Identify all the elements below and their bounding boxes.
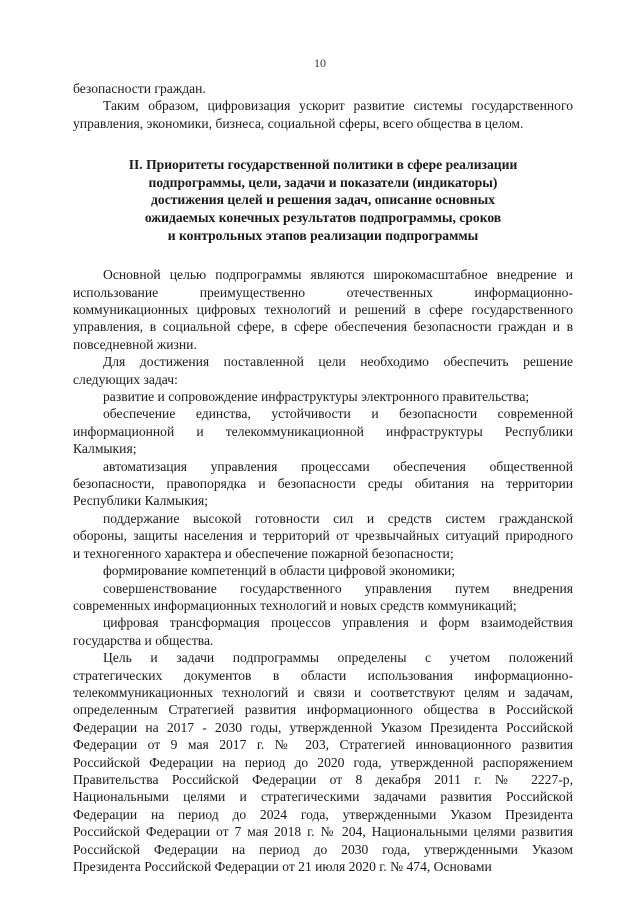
text-line: Федерации на 2017 - 2030 годы, утвержденной Указом Президента Российской xyxy=(73,719,573,735)
text-line: Российской Федерации от 7 мая 2018 г. № 204, Национальными целями развития xyxy=(73,824,573,840)
section-heading xyxy=(73,156,573,244)
paragraph xyxy=(73,458,573,510)
paragraph xyxy=(73,353,573,388)
text-line: Российской Федерации на период до 2020 года, утвержденной распоряжением xyxy=(73,754,573,770)
text-line: автоматизация управления процессами обеспечения общественной xyxy=(103,458,573,474)
text-line: обеспечение единства, устойчивости и безопасности современной xyxy=(103,406,573,422)
text-line: телекоммуникационных технологий и связи и соответствуют целям и задачам, xyxy=(73,684,573,700)
page-number: 10 xyxy=(314,56,326,70)
paragraph xyxy=(73,388,573,405)
heading-line: ожидаемых конечных результатов подпрограммы, сроков xyxy=(144,210,502,225)
text-line: Республики Калмыкия; xyxy=(73,493,209,509)
text-line: формирование компетенций в области цифровой экономики; xyxy=(103,563,456,579)
text-line: использование преимущественно отечественных информационно- xyxy=(73,284,573,300)
paragraph xyxy=(73,649,573,875)
document-body xyxy=(73,80,573,875)
text-line: управления, в социальной сфере, в сфере обеспечения безопасности граждан и в xyxy=(73,319,573,335)
text-line: Правительства Российской Федерации от 8 декабря 2011 г. № 2227-р, xyxy=(73,771,573,787)
text-line: развитие и сопровождение инфраструктуры электронного правительства; xyxy=(103,389,530,405)
text-line: Таким образом, цифровизация ускорит развитие системы государственного xyxy=(103,98,573,114)
paragraph xyxy=(73,266,573,353)
text-line: информационной и телекоммуникационной инфраструктуры Республики xyxy=(73,423,573,439)
text-line: повседневной жизни. xyxy=(73,336,197,352)
text-line: коммуникационных цифровых технологий и решений в сфере государственного xyxy=(73,302,573,317)
text-line: Федерации от 9 мая 2017 г. № 203, Стратегией инновационного развития xyxy=(73,737,573,753)
text-line: стратегических документов в области использования информационно- xyxy=(73,667,573,683)
text-line: Президента Российской Федерации от 21 июля 2020 г. № 474, Основами xyxy=(73,859,492,874)
text-line: управления, экономики, бизнеса, социальной сферы, всего общества в целом. xyxy=(73,115,524,131)
text-line: современных информационных технологий и новых средств коммуникаций; xyxy=(73,597,517,613)
text-line: обороны, защиты населения и территорий от чрезвычайных ситуаций природного xyxy=(73,528,573,544)
text-line: Федерации на период до 2024 года, утвержденными Указом Президента xyxy=(73,806,573,822)
paragraph xyxy=(73,614,573,649)
paragraph xyxy=(73,562,573,579)
paragraph xyxy=(73,580,573,615)
text-line: Для достижения поставленной цели необходимо обеспечить решение xyxy=(103,354,573,370)
paragraph-continuation xyxy=(73,80,573,97)
paragraph-conclusion xyxy=(73,97,573,132)
text-line: поддержание высокой готовности сил и средств систем гражданской xyxy=(103,510,573,526)
text-line: определенным Стратегией развития информационного общества в Российской xyxy=(73,702,573,718)
text-line: Цель и задачи подпрограммы определены с учетом положений xyxy=(103,650,573,666)
text-line: следующих задач: xyxy=(73,371,178,387)
text-line: Российской Федерации на период до 2030 года, утвержденными Указом xyxy=(73,841,573,857)
text-line: безопасности граждан. xyxy=(73,81,206,96)
heading-line: достижения целей и решения задач, описание основных xyxy=(151,192,495,208)
paragraph xyxy=(73,510,573,562)
text-line: государства и общества. xyxy=(73,632,214,648)
heading-line: и контрольных этапов реализации подпрограммы xyxy=(167,227,479,243)
text-line: Национальными целями и стратегическими задачами развития Российской xyxy=(73,789,573,805)
text-line: Калмыкия; xyxy=(73,441,137,457)
heading-line: подпрограммы, цели, задачи и показатели (индикаторы) xyxy=(148,174,498,190)
body-paragraphs xyxy=(73,266,573,875)
text-line: цифровая трансформация процессов управления и форм взаимодействия xyxy=(103,615,573,631)
text-line: Основной целью подпрограммы являются широкомасштабное внедрение и xyxy=(103,267,573,283)
paragraph xyxy=(73,405,573,457)
heading-line: II. Приоритеты государственной политики в сфере реализации xyxy=(128,157,518,173)
text-line: безопасности, правопорядка и безопасности среды обитания на территории xyxy=(73,476,573,492)
text-line: совершенствование государственного управления путем внедрения xyxy=(103,580,573,596)
text-line: и техногенного характера и обеспечение пожарной безопасности; xyxy=(73,545,454,561)
